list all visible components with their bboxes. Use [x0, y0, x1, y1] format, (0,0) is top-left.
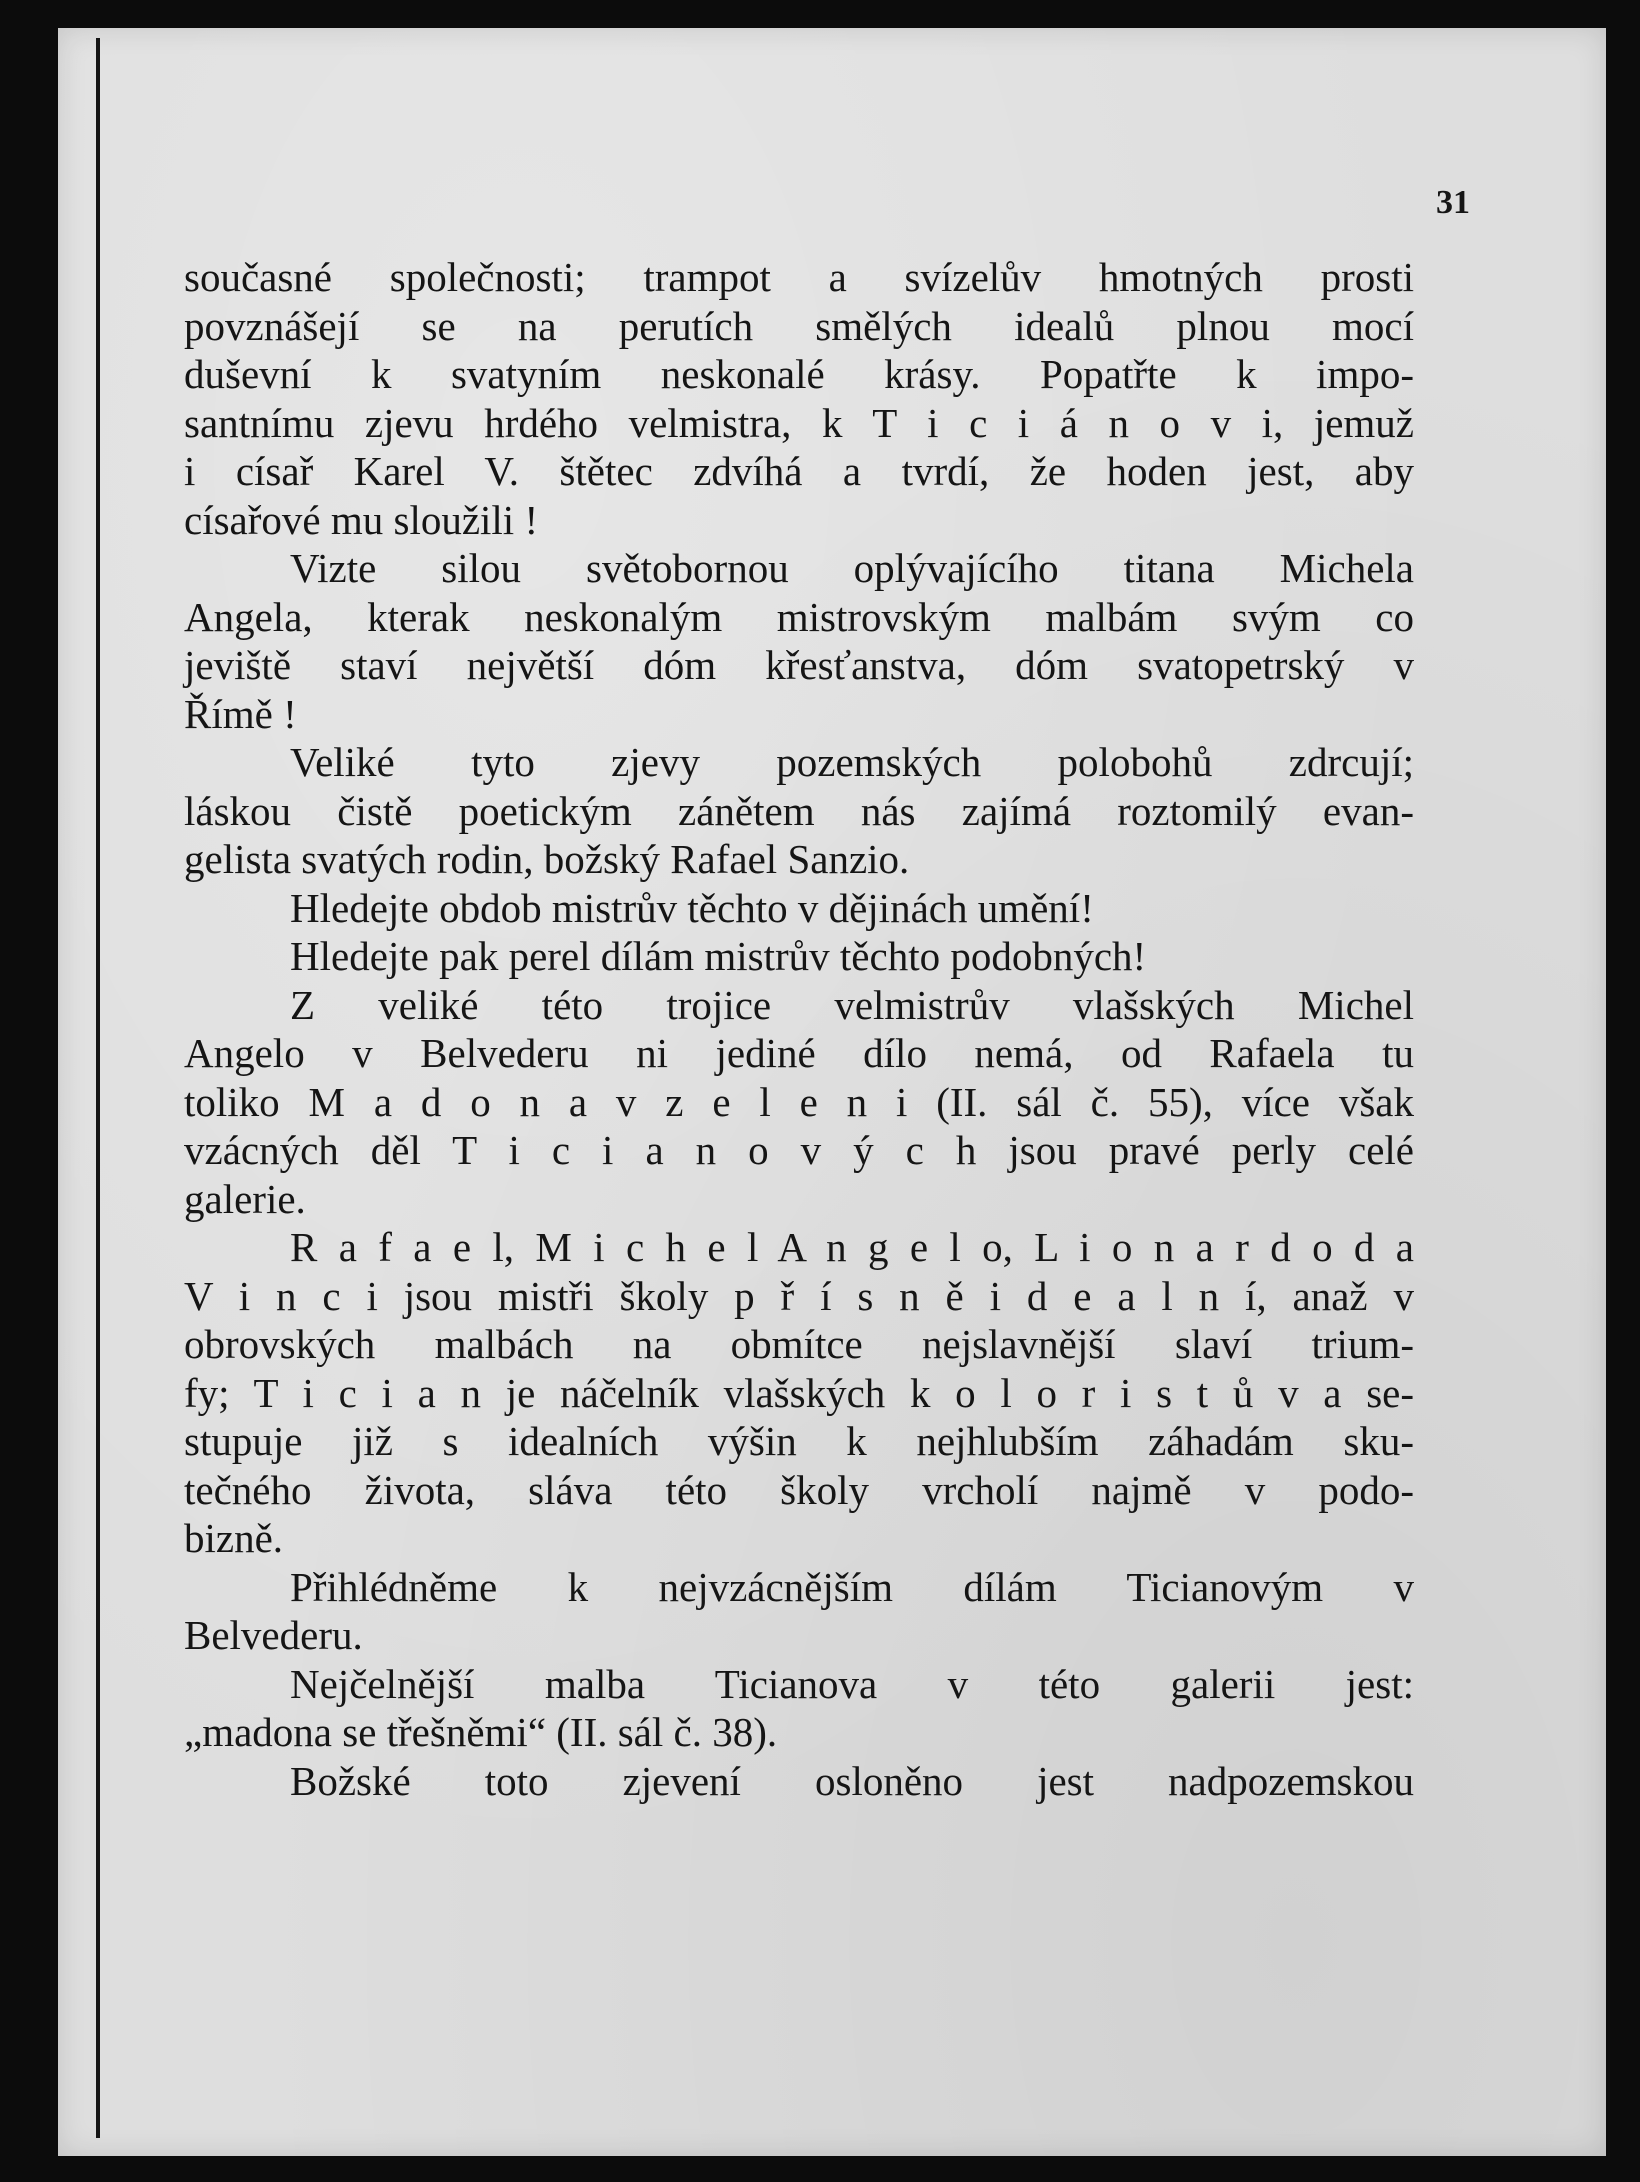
text-line: obrovských malbách na obmítce nejslavnější slaví trium-	[184, 1321, 1414, 1367]
text-line: současné společnosti; trampot a svízelův hmotných prosti	[184, 254, 1414, 300]
text-line: Vizte silou světobornou oplývajícího titana Michela	[290, 545, 1414, 591]
text-line: Belvederu.	[184, 1612, 363, 1658]
text-line: Božské toto zjevení osloněno jest nadpozemskou	[290, 1757, 1414, 1804]
text-line: vzácných děl T i c i a n o v ý c h jsou pravé perly celé	[184, 1127, 1414, 1173]
text-line: Z veliké této trojice velmistrův vlašských Michel	[290, 981, 1414, 1028]
text-line: gelista svatých rodin, božský Rafael Sanzio.	[184, 836, 910, 882]
text-line: tečného života, sláva této školy vrcholí najmě v podo-	[184, 1466, 1414, 1513]
text-line: Angela, kterak neskonalým mistrovským malbám svým co	[184, 593, 1414, 640]
text-line: Nejčelnější malba Ticianova v této galerii jest:	[290, 1660, 1414, 1707]
text-line: toliko M a d o n a v z e l e n i (II. sál č. 55), více však	[184, 1078, 1414, 1125]
text-line: santnímu zjevu hrdého velmistra, k T i c i á n o v i, jemuž	[184, 399, 1414, 446]
text-line: Veliké tyto zjevy pozemských polobohů zdrcují;	[290, 739, 1414, 785]
text-line: fy; T i c i a n je náčelník vlašských k o l o r i s t ů v a se-	[184, 1369, 1414, 1416]
text-line: jeviště staví největší dóm křesťanstva, dóm svatopetrský v	[184, 642, 1414, 688]
text-line: galerie.	[184, 1175, 306, 1222]
page-binding-edge	[96, 38, 100, 2138]
text-line: stupuje již s idealních výšin k nejhlubším záhadám sku-	[184, 1418, 1414, 1464]
text-line: bizně.	[184, 1515, 284, 1561]
body-text	[184, 253, 1414, 1805]
text-line: Římě !	[184, 690, 297, 737]
text-line: Hledejte pak perel dílám mistrův těchto podobných!	[290, 933, 1147, 979]
text-line: R a f a e l, M i c h e l A n g e l o, L i o n a r d o d a	[290, 1224, 1414, 1270]
text-line: V i n c i jsou mistři školy p ř í s n ě i d e a l n í, anaž v	[184, 1272, 1414, 1319]
text-line: i císař Karel V. štětec zdvíhá a tvrdí, že hoden jest, aby	[184, 448, 1414, 494]
text-line: povznášejí se na perutích smělých idealů plnou mocí	[184, 302, 1414, 349]
text-line: duševní k svatyním neskonalé krásy. Popatřte k impo-	[184, 351, 1414, 397]
text-line: císařové mu sloužili !	[184, 496, 539, 543]
text-line: „madona se třešněmi“ (II. sál č. 38).	[184, 1709, 778, 1755]
page-number: 31	[1436, 184, 1470, 221]
text-line: Angelo v Belvederu ni jediné dílo nemá, od Rafaela tu	[184, 1030, 1414, 1076]
text-line: Přihlédněme k nejvzácnějším dílám Ticianovým v	[290, 1563, 1414, 1610]
text-line: Hledejte obdob mistrův těchto v dějinách umění!	[290, 884, 1094, 931]
text-line: láskou čistě poetickým zánětem nás zajímá roztomilý evan-	[184, 787, 1414, 834]
